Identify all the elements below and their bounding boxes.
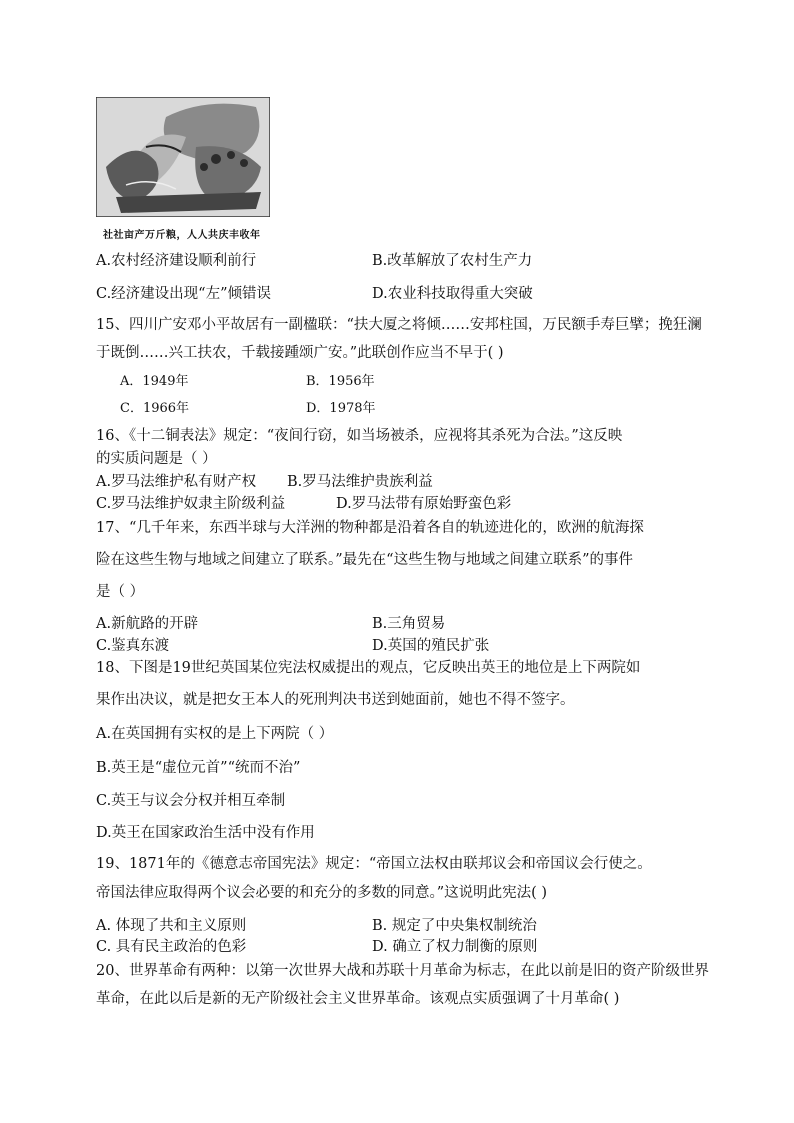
q19-option-b[interactable]: B. 规定了中央集权制统治 bbox=[372, 918, 537, 934]
q15-option-b[interactable]: B．1956年 bbox=[306, 374, 375, 389]
q19-stem-line1: 19、1871年的《德意志帝国宪法》规定：“帝国立法权由联邦议会和帝国议会行使之。 bbox=[96, 856, 652, 872]
q14-option-b[interactable]: B.改革解放了农村生产力 bbox=[372, 253, 533, 269]
q18-option-b[interactable]: B.英王是“虚位元首”“统而不治” bbox=[96, 760, 301, 776]
q19-option-a[interactable]: A. 体现了共和主义原则 bbox=[96, 918, 247, 934]
q17-stem-line3: 是（ ） bbox=[96, 584, 145, 600]
poster-image bbox=[96, 97, 270, 217]
q16-stem-line1: 16、《十二铜表法》规定：“夜间行窃，如当场被杀，应视将其杀死为合法。”这反映 bbox=[96, 428, 623, 444]
q16-option-b[interactable]: B.罗马法维护贵族利益 bbox=[287, 474, 433, 490]
q15-stem-line2: 于既倒……兴工扶农，千载接踵颂广安。”此联创作应当不早于( ) bbox=[96, 345, 504, 361]
q17-option-b[interactable]: B.三角贸易 bbox=[372, 616, 446, 632]
q15-stem-line1: 15、四川广安邓小平故居有一副楹联：“扶大厦之将倾……安邦柱国，万民额手寿巨擘；挽狂澜 bbox=[96, 317, 702, 333]
q14-option-a[interactable]: A.农村经济建设顺利前行 bbox=[96, 253, 257, 269]
q17-option-c[interactable]: C.鉴真东渡 bbox=[96, 638, 170, 654]
q14-option-c[interactable]: C.经济建设出现“左”倾错误 bbox=[96, 286, 272, 302]
q18-stem-line2: 果作出决议，就是把女王本人的死刑判决书送到她面前，她也不得不签字。 bbox=[96, 692, 575, 708]
q19-option-c[interactable]: C. 具有民主政治的色彩 bbox=[96, 939, 247, 955]
q16-option-d[interactable]: D.罗马法带有原始野蛮色彩 bbox=[336, 496, 512, 512]
q15-option-c[interactable]: C．1966年 bbox=[120, 401, 190, 416]
q18-option-d[interactable]: D.英王在国家政治生活中没有作用 bbox=[96, 825, 315, 841]
q19-option-d[interactable]: D. 确立了权力制衡的原则 bbox=[372, 939, 538, 955]
figure-caption: 社社亩产万斤粮，人人共庆丰收年 bbox=[103, 230, 261, 241]
q14-option-d[interactable]: D.农业科技取得重大突破 bbox=[372, 286, 533, 302]
q15-option-a[interactable]: A．1949年 bbox=[120, 374, 189, 389]
q17-option-a[interactable]: A.新航路的开辟 bbox=[96, 616, 199, 632]
q16-option-c[interactable]: C.罗马法维护奴隶主阶级利益 bbox=[96, 496, 286, 512]
q16-option-a[interactable]: A.罗马法维护私有财产权 bbox=[96, 474, 257, 490]
q18-option-c[interactable]: C.英王与议会分权并相互牵制 bbox=[96, 793, 286, 809]
poster-illustration bbox=[96, 97, 270, 217]
q19-stem-line2: 帝国法律应取得两个议会必要的和充分的多数的同意。”这说明此宪法( ) bbox=[96, 885, 548, 901]
q18-stem-line1: 18、下图是19世纪英国某位宪法权威提出的观点，它反映出英王的地位是上下两院如 bbox=[96, 660, 641, 676]
q20-stem-line1: 20、世界革命有两种：以第一次世界大战和苏联十月革命为标志，在此以前是旧的资产阶级世界 bbox=[96, 963, 709, 979]
q15-option-d[interactable]: D．1978年 bbox=[306, 401, 376, 416]
q17-option-d[interactable]: D.英国的殖民扩张 bbox=[372, 638, 490, 654]
q17-stem-line1: 17、“几千年来，东西半球与大洋洲的物种都是沿着各自的轨迹进化的，欧洲的航海探 bbox=[96, 520, 644, 536]
q16-stem-line2: 的实质问题是（ ） bbox=[96, 451, 217, 467]
q18-option-a[interactable]: A.在英国拥有实权的是上下两院（ ） bbox=[96, 726, 334, 742]
q20-stem-line2: 革命，在此以后是新的无产阶级社会主义世界革命。该观点实质强调了十月革命( ) bbox=[96, 991, 620, 1007]
q17-stem-line2: 险在这些生物与地域之间建立了联系。”最先在“这些生物与地域之间建立联系”的事件 bbox=[96, 552, 633, 568]
